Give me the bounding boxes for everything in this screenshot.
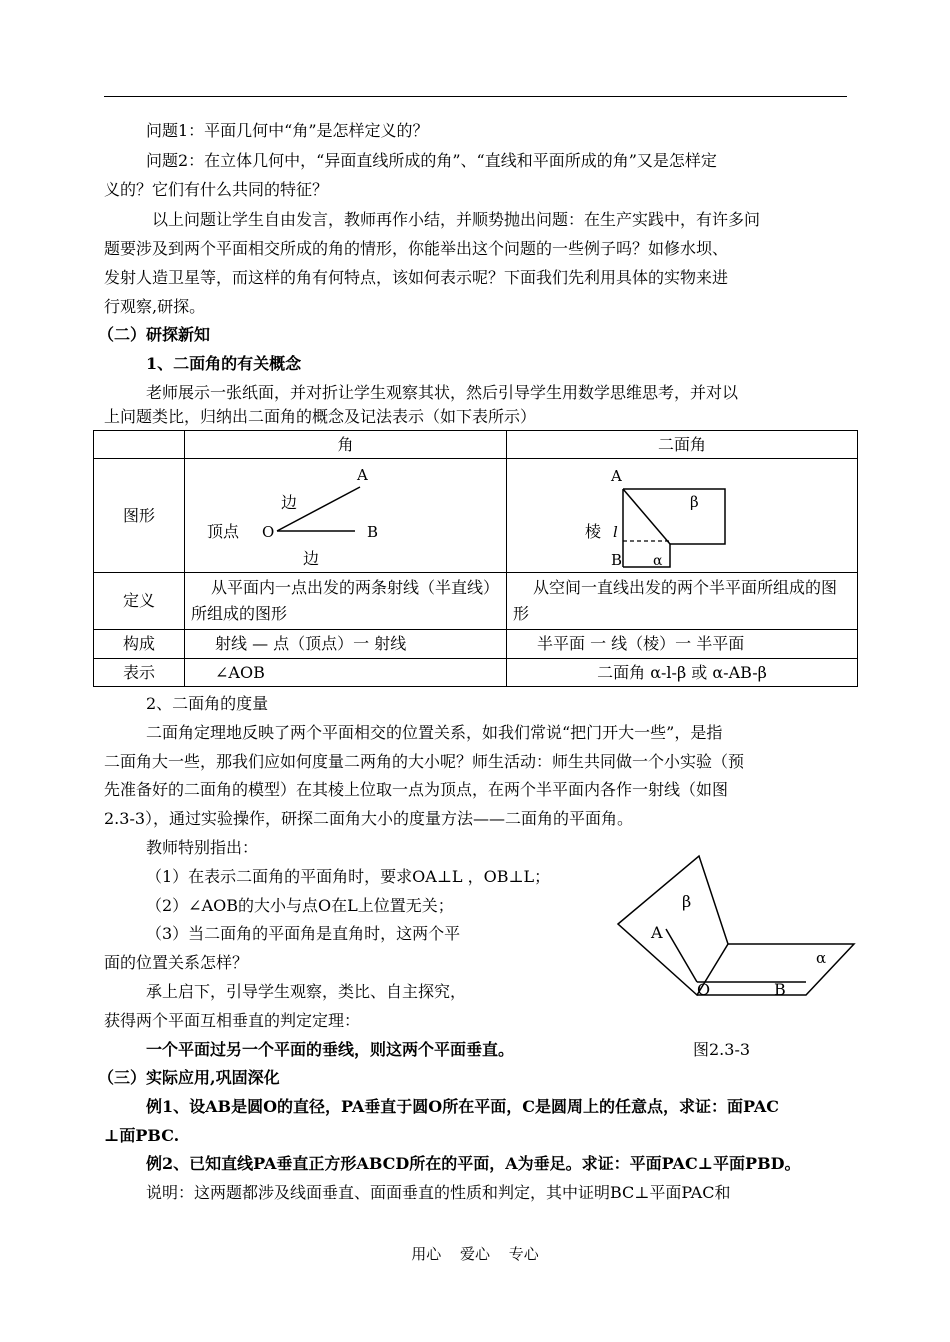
section-3-heading: （三）实际应用,巩固深化	[98, 1068, 280, 1087]
angle-label-o: O	[262, 523, 275, 541]
paragraph-3-line-3: 先准备好的二面角的模型）在其棱上位取一点为顶点，在两个半平面内各作一射线（如图	[104, 780, 729, 799]
paragraph-2-line-1: 老师展示一张纸面，并对折让学生观察其状，然后引导学生用数学思维思考，并对以	[146, 383, 739, 402]
explanation-note: 说明：这两题都涉及线面垂直、面面垂直的性质和判定，其中证明BC⊥平面PAC和	[146, 1183, 731, 1202]
paragraph-3-line-1: 二面角定理地反映了两个平面相交的位置关系，如我们常说“把门开大一些”，是指	[146, 723, 723, 742]
note-1: （1）在表示二面角的平面角时，要求OA⊥L ，OB⊥L；	[146, 867, 551, 886]
page-footer: 用心 爱心 专心	[411, 1245, 539, 1263]
question-2-line-1: 问题2：在立体几何中，“异面直线所成的角”、“直线和平面所成的角”又是怎样定	[146, 151, 717, 170]
angle-figure-cell	[185, 459, 507, 573]
example-1-line-2: ⊥面PBC.	[104, 1126, 180, 1145]
paragraph-3-line-2: 二面角大一些，那我们应如何度量二两角的大小呢？师生活动：师生共同做一个小实验（预	[104, 752, 745, 771]
ray-oa	[666, 929, 697, 982]
paragraph-2-line-2: 上问题类比，归纳出二面角的概念及记法表示（如下表所示）	[104, 407, 537, 426]
angle-label-vertex: 顶点	[207, 522, 240, 541]
dihedral-label-edge: 棱	[585, 522, 602, 541]
angle-label-edge-lower: 边	[303, 549, 320, 568]
table-header-dihedral: 二面角	[507, 431, 858, 459]
dihedral-label-a: A	[611, 467, 622, 485]
example-2: 例2、已知直线PA垂直正方形ABCD所在的平面，A为垂足。求证：平面PAC⊥平面PBD。	[146, 1154, 801, 1173]
table-header-blank	[94, 431, 185, 459]
dihedral-label-l: l	[613, 523, 618, 541]
dihedral-plane-alpha	[623, 544, 670, 567]
row-label-notation: 表示	[94, 659, 185, 687]
dihedral-notation: 二面角 α-l-β 或 α-AB-β	[507, 659, 858, 687]
dihedral-label-alpha: α	[653, 553, 663, 569]
fig233-label-b: B	[774, 980, 786, 999]
paragraph-1-line-4: 行观察,研探。	[104, 297, 206, 316]
fig233-label-beta: β	[682, 892, 692, 911]
table-header-angle: 角	[185, 431, 507, 459]
figure-2-3-3-caption: 图2.3-3	[693, 1040, 751, 1059]
note-3-line-1: （3）当二面角的平面角是直角时，这两个平	[146, 924, 461, 943]
dihedral-plane-diagonal	[623, 489, 670, 544]
angle-figure	[185, 459, 507, 571]
dihedral-figure-cell	[507, 459, 858, 573]
dihedral-plane-beta	[623, 489, 725, 544]
row-label-composition: 构成	[94, 630, 185, 659]
angle-notation: ∠AOB	[185, 659, 507, 687]
dihedral-label-beta: β	[690, 493, 699, 511]
paragraph-3-line-4: 2.3-3），通过实验操作，研探二面角大小的度量方法——二面角的平面角。	[104, 809, 634, 828]
paragraph-4: 教师特别指出：	[146, 838, 259, 857]
plane-beta-outline	[618, 856, 728, 995]
figure-2-3-3	[610, 850, 860, 1035]
fig233-label-a: A	[651, 923, 663, 942]
row-label-figure: 图形	[94, 459, 185, 573]
header-rule	[104, 96, 847, 97]
dihedral-label-b: B	[611, 551, 623, 569]
dihedral-figure	[507, 459, 858, 571]
angle-definition: 从平面内一点出发的两条射线（半直线）所组成的图形	[185, 573, 507, 630]
subsection-2-2-heading: 2、二面角的度量	[146, 694, 269, 713]
angle-composition: 射线 — 点（顶点）一 射线	[185, 630, 507, 659]
paragraph-1-line-2: 题要涉及到两个平面相交所成的角的情形，你能举出这个问题的一些例子吗？如修水坝、	[104, 239, 729, 258]
question-2-line-2: 义的？它们有什么共同的特征？	[104, 180, 329, 199]
section-2-heading: （二）研探新知	[98, 325, 211, 344]
note-3-line-2: 面的位置关系怎样？	[104, 953, 249, 972]
row-label-definition: 定义	[94, 573, 185, 630]
dihedral-definition: 从空间一直线出发的两个半平面所组成的图形	[507, 573, 858, 630]
fig233-label-alpha: α	[816, 949, 827, 967]
paragraph-1-line-3: 发射人造卫星等，而这样的角有何特点，该如何表示呢？下面我们先利用具体的实物来进	[104, 268, 729, 287]
comparison-table	[93, 430, 858, 687]
angle-label-b: B	[367, 523, 379, 541]
example-1-line-1: 例1、设AB是圆O的直径，PA垂直于圆O所在平面，C是圆周上的任意点，求证：面PAC	[146, 1097, 779, 1116]
paragraph-1-line-1: 以上问题让学生自由发言，教师再作小结，并顺势抛出问题：在生产实践中，有许多问	[152, 210, 761, 229]
paragraph-5-line-1: 承上启下，引导学生观察，类比、自主探究，	[146, 982, 467, 1001]
paragraph-5-line-2: 获得两个平面互相垂直的判定定理：	[104, 1011, 361, 1030]
fig233-label-o: O	[697, 980, 711, 999]
angle-label-a: A	[357, 466, 368, 484]
angle-label-edge-upper: 边	[281, 493, 298, 512]
note-2: （2）∠AOB的大小与点O在L上位置无关；	[146, 896, 454, 915]
dihedral-composition: 半平面 一 线（棱）一 半平面	[507, 630, 858, 659]
question-1: 问题1：平面几何中“角”是怎样定义的？	[146, 121, 429, 140]
perpendicular-planes-theorem: 一个平面过另一个平面的垂线，则这两个平面垂直。	[146, 1040, 515, 1059]
subsection-2-1-heading: 1、二面角的有关概念	[146, 354, 302, 373]
